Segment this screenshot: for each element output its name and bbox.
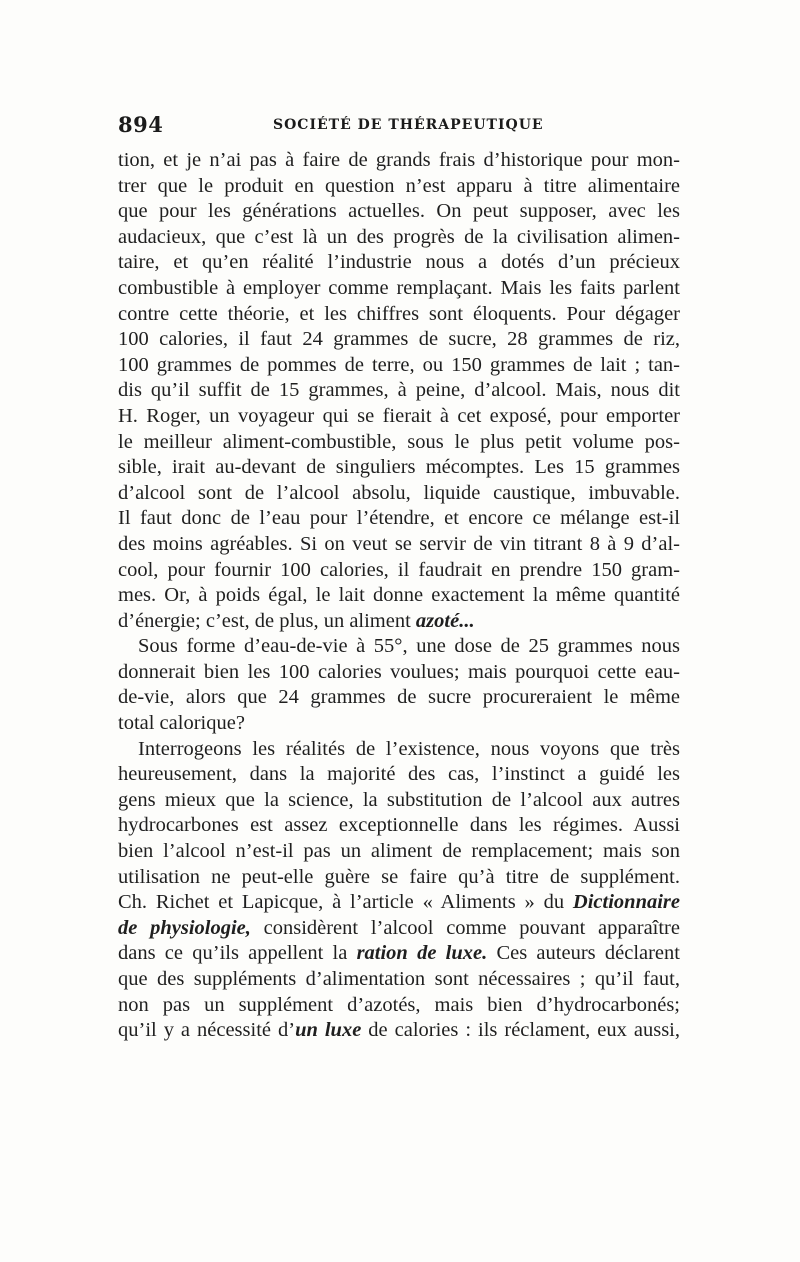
text-segment: 100 grammes de pommes de terre, ou 150 grammes de lait ; tan- [118,353,680,376]
text-line [118,634,680,660]
text-segment: sible, irait au-devant de singuliers mécomptes. Les 15 grammes [118,456,680,479]
text-line [118,839,680,865]
text-segment: donnerait bien les 100 calories voulues; mais pourquoi cette eau- [118,660,680,683]
italic-text-segment: ration de luxe. [356,942,488,965]
text-segment: non pas un supplément d’azotés, mais bien d’hydrocarbonés; [118,993,680,1016]
text-segment: d’énergie; c’est, de plus, un aliment [118,609,416,632]
text-segment: Ces auteurs déclarent [487,942,680,965]
text-line [118,916,680,942]
text-line [118,225,680,251]
text-segment: taire, et qu’en réalité l’industrie nous a dotés d’un précieux [118,251,680,274]
text-segment: Ch. Richet et Lapicque, à l’article « Aliments » du [118,891,573,914]
text-segment: dis qu’il suffit de 15 grammes, à peine, d’alcool. Mais, nous dit [118,379,680,402]
text-segment: gens mieux que la science, la substitution de l’alcool aux autres [118,788,680,811]
running-title: SOCIÉTÉ DE THÉRAPEUTIQUE [273,117,544,133]
text-segment: H. Roger, un voyageur qui se fierait à cet exposé, pour emporter [118,404,680,427]
text-segment: que pour les générations actuelles. On peut supposer, avec les [118,200,680,223]
text-segment: total calorique? [118,712,245,735]
text-line [118,353,680,379]
text-line [118,890,680,916]
text-segment: que des suppléments d’alimentation sont nécessaires ; qu’il faut, [118,968,680,990]
text-line [118,788,680,814]
text-line [118,506,680,532]
body-text [118,148,680,1044]
text-segment: Sous forme d’eau-de-vie à 55°, une dose de 25 grammes nous [138,635,680,658]
text-segment: utilisation ne peut-elle guère se faire qu’à titre de supplément. [118,865,680,888]
italic-text-segment: de physiologie, [118,916,251,939]
text-segment: le meilleur aliment-combustible, sous le plus petit volume pos- [118,430,680,453]
text-segment: de-vie, alors que 24 grammes de sucre procureraient le même [118,686,680,709]
text-line [118,378,680,404]
text-segment: combustible à employer comme remplaçant. Mais les faits parlent [118,276,680,299]
text-segment: tion, et je n’ai pas à faire de grands frais d’historique pour mon- [118,149,680,171]
text-segment: heureusement, dans la majorité des cas, l’instinct a guidé les [118,763,680,786]
text-segment: 100 calories, il faut 24 grammes de sucre, 28 grammes de riz, [118,328,680,351]
italic-text-segment: azoté... [415,609,475,632]
text-line [118,250,680,276]
text-segment: bien l’alcool n’est-il pas un aliment de remplacement; mais son [118,840,680,863]
text-segment: mes. Or, à poids égal, le lait donne exactement la même quantité [118,584,680,607]
text-line [118,558,680,584]
text-line [118,404,680,430]
text-line [118,430,680,456]
text-line [118,583,680,609]
text-line [118,455,680,481]
text-segment: hydrocarbones est assez exceptionnelle dans les régimes. Aussi [118,814,680,837]
text-line [118,609,680,635]
text-line [118,685,680,711]
page-header [118,112,680,142]
text-line [118,302,680,328]
text-line [118,199,680,225]
text-line [118,276,680,302]
page-number: 894 [118,112,164,137]
text-segment: contre cette théorie, et les chiffres sont éloquents. Pour dégager [118,302,680,325]
text-line [118,737,680,763]
text-line [118,993,680,1019]
text-segment: dans ce qu’ils appellent la [118,942,357,965]
text-line [118,660,680,686]
text-segment: de calories : ils réclament, eux aussi, [361,1019,680,1042]
text-line [118,941,680,967]
text-segment: trer que le produit en question n’est apparu à titre alimentaire [118,174,680,197]
text-line [118,532,680,558]
text-line [118,481,680,507]
text-line [118,865,680,891]
italic-text-segment: Dictionnaire [572,891,680,914]
italic-text-segment: un luxe [295,1019,362,1042]
text-segment: audacieux, que c’est là un des progrès de la civilisation alimen- [118,225,680,248]
text-line [118,813,680,839]
text-segment: qu’il y a nécessité d’ [118,1019,296,1042]
text-segment: considèrent l’alcool comme pouvant apparaître [250,916,680,939]
text-line [118,174,680,200]
text-segment: Interrogeons les réalités de l’existence, nous voyons que très [138,737,680,760]
text-line [118,762,680,788]
text-line [118,967,680,993]
text-segment: d’alcool sont de l’alcool absolu, liquide caustique, imbuvable. [118,481,680,504]
text-line [118,327,680,353]
text-line [118,1018,680,1044]
text-segment: des moins agréables. Si on veut se servir de vin titrant 8 à 9 d’al- [118,532,680,555]
text-line [118,711,680,737]
text-line [118,148,680,174]
text-segment: Il faut donc de l’eau pour l’étendre, et encore ce mélange est-il [118,507,680,530]
text-segment: cool, pour fournir 100 calories, il faudrait en prendre 150 gram- [118,558,680,581]
